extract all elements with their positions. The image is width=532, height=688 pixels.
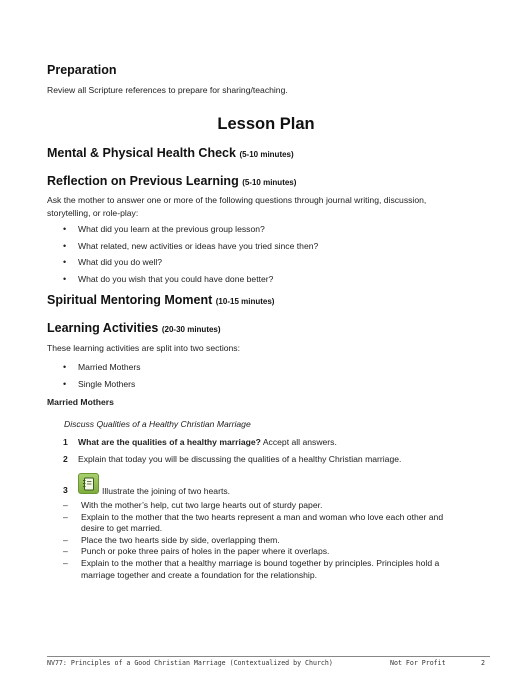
list-item: • Single Mothers: [47, 376, 487, 393]
footer-license: Not For Profit: [390, 659, 446, 667]
married-heading: Married Mothers: [47, 397, 114, 407]
learning-title: Learning Activities: [47, 321, 159, 335]
page-title: Lesson Plan: [217, 115, 315, 133]
list-item: [63, 558, 493, 581]
step-3-instructions: [63, 500, 493, 581]
preparation-text: Review all Scripture references to prepare for sharing/teaching.: [47, 85, 288, 95]
learning-section-list: [47, 359, 487, 392]
step-2: [63, 453, 493, 466]
footer-divider: [47, 656, 490, 657]
step-1-note: Accept all answers.: [260, 437, 337, 447]
married-subheading: Discuss Qualities of a Healthy Christian Marriage: [64, 419, 251, 429]
learning-heading: [47, 321, 221, 335]
reflection-question-list: [47, 221, 487, 287]
list-item: [63, 535, 493, 547]
mentoring-heading: [47, 293, 274, 307]
step-1-question: What are the qualities of a healthy marriage?: [78, 437, 261, 447]
step-number: 3: [63, 485, 68, 495]
dash-marker: –: [63, 546, 68, 557]
list-item: • What related, new activities or ideas have you tried since then?: [47, 238, 487, 255]
footer-page-number: 2: [481, 659, 485, 667]
step-3-text: Illustrate the joining of two hearts.: [102, 486, 231, 496]
health-check-duration: (5-10 minutes): [239, 150, 294, 159]
dash-marker: –: [63, 557, 68, 568]
list-item: [63, 512, 493, 535]
mentoring-duration: (10-15 minutes): [215, 297, 275, 306]
instruction-line: With the mother’s help, cut two large hearts out of sturdy paper.: [81, 500, 323, 510]
instruction-line: Explain to the mother that the two hearts represent a man and woman who love each other and: [81, 511, 444, 522]
list-item: • What did you do well?: [47, 254, 487, 271]
dash-marker: –: [63, 500, 68, 510]
notebook-icon-glyph: [82, 477, 95, 491]
list-item: • Married Mothers: [47, 359, 487, 376]
reflection-duration: (5-10 minutes): [242, 178, 297, 187]
dash-marker: –: [63, 534, 68, 545]
footer-document-title: NV77: Principles of a Good Christian Marriage (Contextualized by Church): [47, 659, 333, 667]
health-check-heading: [47, 146, 294, 160]
instruction-line: marriage together and create a foundation for the relationship.: [81, 569, 318, 580]
step-2-text: Explain that today you will be discussing the qualities of a healthy Christian marriage.: [78, 454, 402, 464]
step-1: [63, 436, 493, 449]
mentoring-title: Spiritual Mentoring Moment: [47, 293, 213, 307]
list-item: • What did you learn at the previous group lesson?: [47, 221, 487, 238]
health-check-title: Mental & Physical Health Check: [47, 146, 236, 160]
step-number: 1: [63, 437, 68, 447]
reflection-intro: [47, 194, 426, 220]
reflection-title: Reflection on Previous Learning: [47, 174, 239, 188]
reflection-intro-line: storytelling, or role-play:: [47, 208, 139, 218]
instruction-line: Punch or poke three pairs of holes in the paper where it overlaps.: [81, 546, 330, 557]
learning-intro: These learning activities are split into two sections:: [47, 343, 240, 353]
dash-marker: –: [63, 511, 68, 522]
preparation-heading: Preparation: [47, 63, 117, 77]
instruction-line: desire to get married.: [81, 523, 163, 534]
list-item: • What do you wish that you could have done better?: [47, 271, 487, 288]
instruction-line: Explain to the mother that a healthy marriage is bound together by principles. Principles hold a: [81, 557, 440, 568]
reflection-intro-line: Ask the mother to answer one or more of the following questions through journal writing, discussion,: [47, 195, 427, 205]
instruction-line: Place the two hearts side by side, overlapping them.: [81, 534, 280, 545]
learning-duration: (20-30 minutes): [161, 325, 221, 334]
step-number: 2: [63, 454, 68, 464]
list-item: [63, 546, 493, 558]
list-item: [63, 500, 493, 512]
reflection-heading: [47, 174, 296, 188]
notebook-icon: [78, 473, 99, 494]
